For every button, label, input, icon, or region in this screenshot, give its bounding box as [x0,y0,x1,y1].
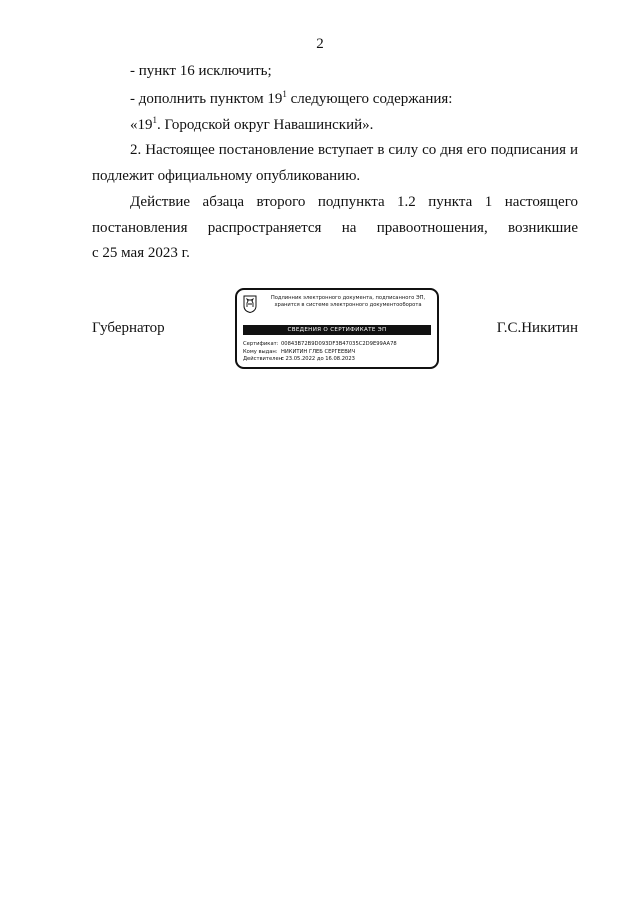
stamp-header [259,295,437,309]
certificate-details [243,341,397,364]
add-item-superscript: 1 [282,89,287,99]
owner-value: НИКИТИН ГЛЕБ СЕРГЕЕВИЧ [281,348,356,355]
signatory-title: Губернатор [92,320,165,336]
paragraph-effective-date: 2. Настоящее постановление вступает в силу со дня его подписания и подлежит официальному опубликованию. [92,142,578,184]
new-item-text: . Городской округ Навашинский». [157,117,374,133]
paragraph-exclude-item: - пункт 16 исключить; [130,63,272,79]
owner-row [243,349,397,357]
new-item-number: «19 [130,117,153,133]
owner-label: Кому выдан: [243,348,278,355]
stamp-header-line-1: Подлинник электронного документа, подписанного ЭП, [270,295,426,301]
stamp-banner: СВЕДЕНИЯ О СЕРТИФИКАТЕ ЭП [243,325,431,335]
certificate-label: Сертификат: [243,341,279,347]
coat-of-arms-icon [243,295,257,313]
retroactive-line-2: постановления распространяется на правоотношения, возникшие [92,220,578,236]
certificate-row [243,341,397,349]
paragraph-new-item [92,112,578,138]
validity-row [243,356,397,364]
retroactive-line-3: с 25 мая 2023 г. [92,245,190,261]
new-item-superscript: 1 [152,115,157,125]
validity-value: с 23.05.2022 до 16.08.2023 [281,356,355,362]
stamp-header-line-2: хранится в системе электронного документооборота [274,302,422,308]
retroactive-line-1: Действие абзаца второго подпункта 1.2 пункта 1 настоящего [130,194,578,210]
validity-label: Действителен: [243,356,284,362]
add-item-text-end: следующего содержания: [286,91,453,107]
electronic-signature-stamp [235,288,439,369]
certificate-value: 00843B72B9D093DF3B47035C2D9E99AA78 [281,341,397,347]
page-number: 2 [316,36,324,52]
paragraph-add-item [92,86,578,112]
signatory-name: Г.С.Никитин [496,320,578,336]
add-item-text: - дополнить пунктом 19 [130,91,283,107]
